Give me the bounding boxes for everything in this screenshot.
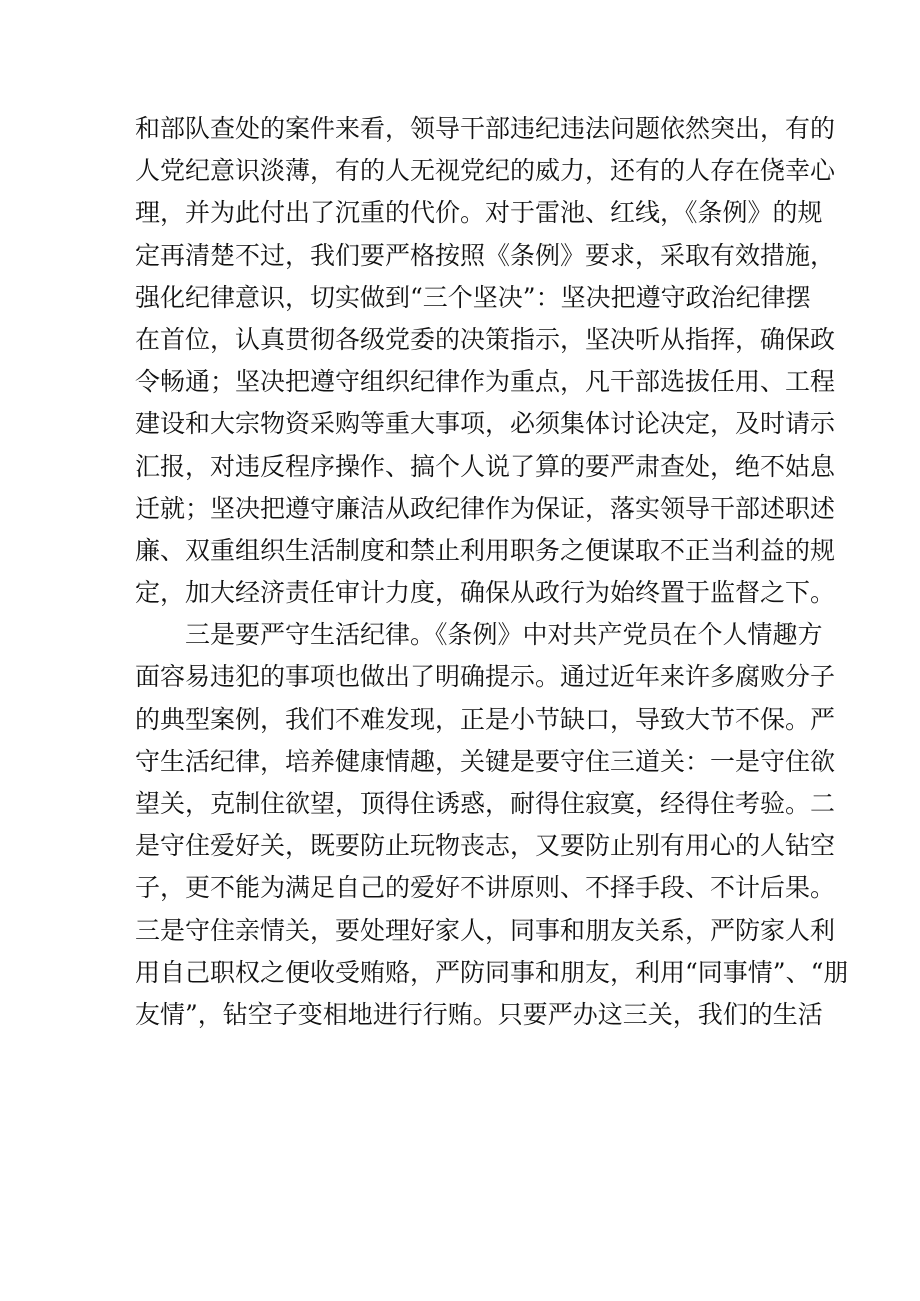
text-line: 是守住爱好关，既要防止玩物丧志，又要防止别有用心的人钻空 (135, 831, 836, 861)
text-line: 在首位，认真贯彻各级党委的决策指示，坚决听从指挥，确保政 (135, 324, 836, 354)
text-line: 子，更不能为满足自己的爱好不讲原则、不择手段、不计后果。 (135, 873, 836, 903)
text-line: 定，加大经济责任审计力度，确保从政行为始终置于监督之下。 (135, 578, 836, 608)
text-line: 面容易违犯的事项也做出了明确提示。通过近年来许多腐败分子 (135, 662, 836, 692)
text-line: 定再清楚不过，我们要严格按照《条例》要求，采取有效措施， (135, 240, 836, 270)
text-line: 友情”，钻空子变相地进行行贿。只要严办这三关，我们的生活 (135, 999, 823, 1029)
text-line: 建设和大宗物资采购等重大事项，必须集体讨论决定，及时请示 (135, 409, 836, 439)
text-line: 用自己职权之便收受贿赂，严防同事和朋友，利用“同事情”、“朋 (135, 957, 849, 987)
paragraph-first-line: 三是要严守生活纪律。《条例》中对共产党员在个人情趣方 (185, 620, 823, 650)
text-line: 的典型案例，我们不难发现，正是小节缺口，导致大节不保。严 (135, 704, 836, 734)
text-line: 迁就；坚决把遵守廉洁从政纪律作为保证，落实领导干部述职述 (135, 493, 836, 523)
body-text (135, 108, 849, 1036)
text-line: 理，并为此付出了沉重的代价。对于雷池、红线，《条例》的规 (135, 198, 823, 228)
text-line: 和部队查处的案件来看，领导干部违纪违法问题依然突出，有的 (135, 114, 836, 143)
text-line: 汇报，对违反程序操作、搞个人说了算的要严肃查处，绝不姑息 (135, 451, 836, 481)
text-line: 强化纪律意识，切实做到“三个坚决”：坚决把遵守政治纪律摆 (135, 282, 811, 312)
text-line: 守生活纪律，培养健康情趣，关键是要守住三道关：一是守住欲 (135, 746, 836, 776)
text-line: 三是守住亲情关，要处理好家人，同事和朋友关系，严防家人利 (135, 915, 836, 945)
text-line: 廉、双重组织生活制度和禁止利用职务之便谋取不正当利益的规 (135, 535, 836, 565)
text-line: 望关，克制住欲望，顶得住诱惑，耐得住寂寞，经得住考验。二 (135, 789, 836, 818)
text-line: 令畅通；坚决把遵守组织纪律作为重点，凡干部选拔任用、工程 (135, 367, 836, 397)
text-line: 人党纪意识淡薄，有的人无视党纪的威力，还有的人存在侥幸心 (135, 156, 836, 186)
